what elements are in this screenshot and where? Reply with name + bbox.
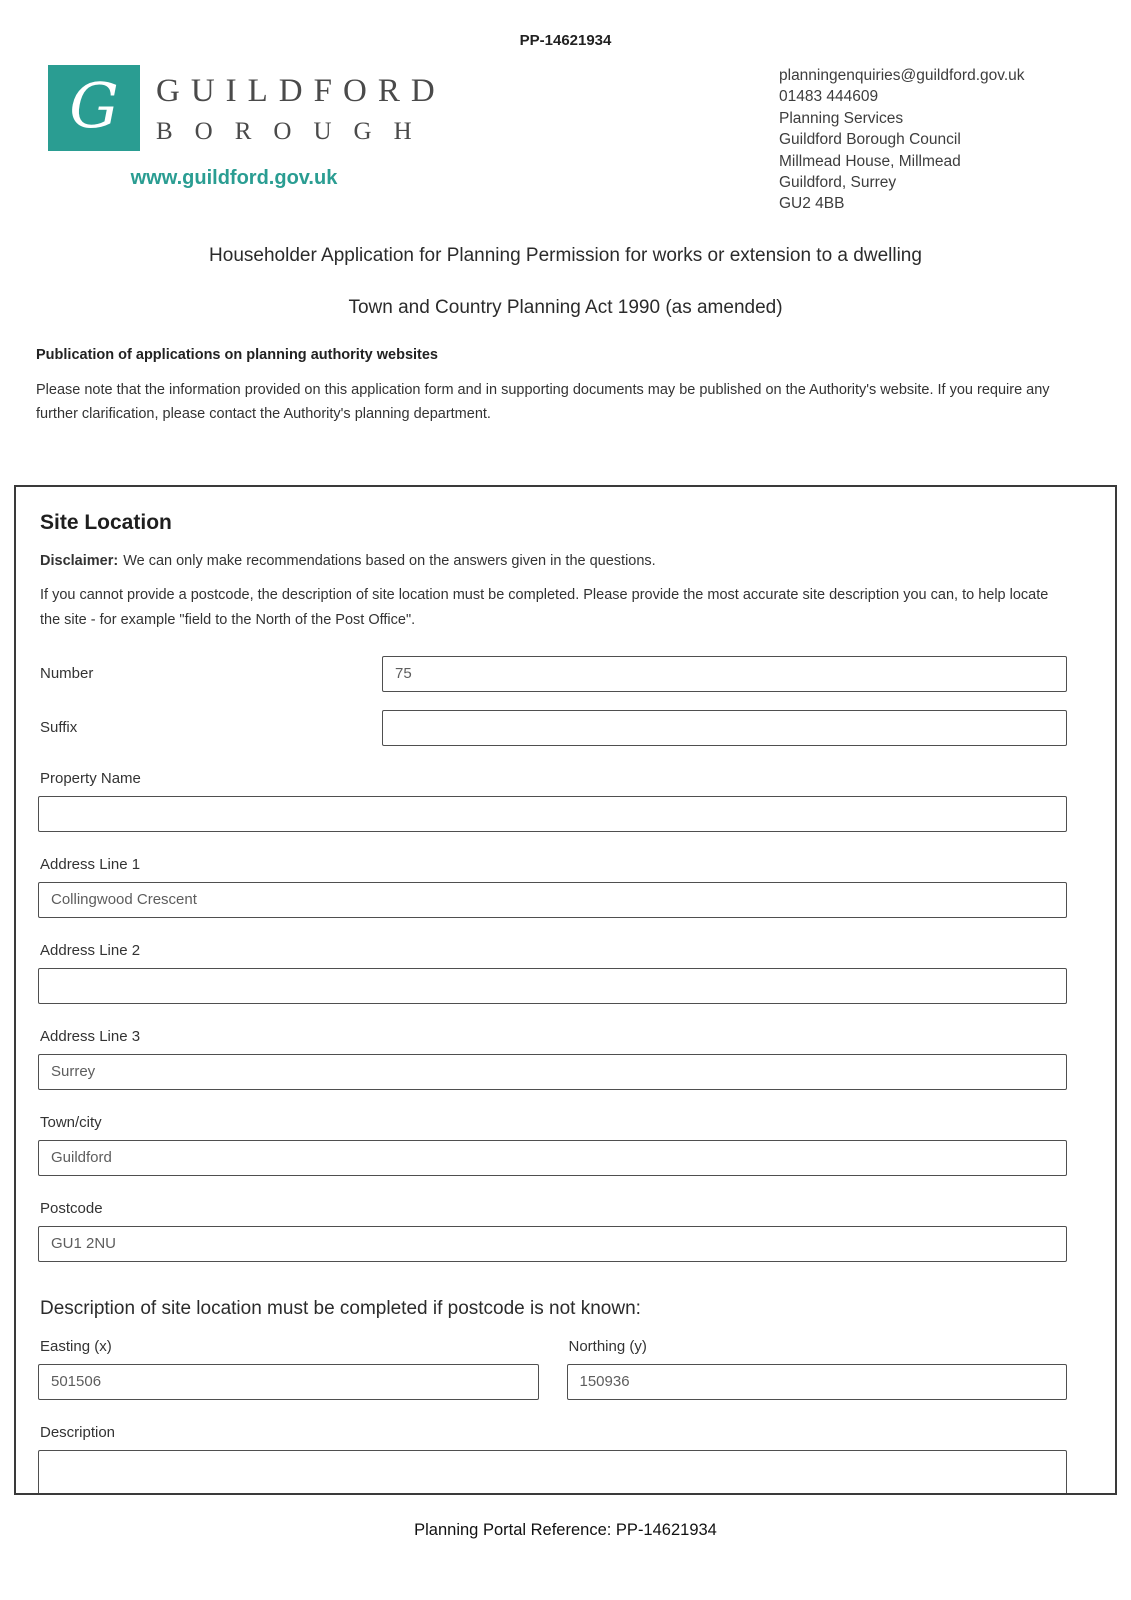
website-link[interactable]: www.guildford.gov.uk bbox=[130, 167, 338, 189]
field-group-easting bbox=[38, 1338, 539, 1400]
postcode-input[interactable] bbox=[38, 1226, 1067, 1262]
field-group-address-line-3 bbox=[38, 1028, 1067, 1090]
brand-name-line2: BOROUGH bbox=[156, 118, 434, 145]
address-line-2-label: Address Line 2 bbox=[40, 941, 141, 959]
document-header bbox=[0, 49, 1131, 215]
field-group-northing bbox=[567, 1338, 1068, 1400]
section-heading: Site Location bbox=[40, 510, 172, 534]
address-line-1-input[interactable] bbox=[38, 882, 1067, 918]
number-input[interactable] bbox=[382, 656, 1067, 692]
easting-input[interactable] bbox=[38, 1364, 539, 1400]
publication-heading: Publication of applications on planning authority websites bbox=[36, 346, 438, 363]
brand-name bbox=[156, 65, 446, 146]
town-city-label: Town/city bbox=[40, 1113, 102, 1131]
suffix-input[interactable] bbox=[382, 710, 1067, 746]
address-line-3-label: Address Line 3 bbox=[40, 1027, 141, 1045]
field-row-number bbox=[38, 656, 1067, 692]
guildford-logo bbox=[48, 65, 140, 151]
number-label: Number bbox=[40, 665, 94, 683]
disclaimer-label: Disclaimer: bbox=[40, 552, 119, 569]
planning-portal-reference: Planning Portal Reference: PP-14621934 bbox=[414, 1520, 717, 1539]
contact-postcode: GU2 4BB bbox=[779, 195, 845, 213]
contact-department: Planning Services bbox=[779, 109, 904, 127]
field-group-town-city bbox=[38, 1114, 1067, 1176]
document-subtitle: Town and Country Planning Act 1990 (as amended) bbox=[348, 296, 783, 318]
contact-address-line: Millmead House, Millmead bbox=[779, 152, 961, 170]
contact-council: Guildford Borough Council bbox=[779, 131, 961, 149]
contact-block bbox=[779, 65, 1079, 215]
guildford-logo-g-icon: G bbox=[69, 69, 119, 142]
disclaimer bbox=[38, 553, 1067, 569]
easting-label: Easting (x) bbox=[40, 1337, 112, 1355]
site-location-section bbox=[14, 485, 1117, 1495]
northing-label: Northing (y) bbox=[568, 1337, 647, 1355]
field-group-address-line-2 bbox=[38, 942, 1067, 1004]
field-group-postcode bbox=[38, 1200, 1067, 1262]
publication-note: Please note that the information provided on this application form and in supporting documents may be published on the Authority's website. If you require any further clarification, please contact the Authority's planning department. bbox=[36, 381, 1050, 423]
address-line-3-input[interactable] bbox=[38, 1054, 1067, 1090]
address-line-1-label: Address Line 1 bbox=[40, 855, 141, 873]
suffix-label: Suffix bbox=[40, 719, 78, 737]
postcode-note: If you cannot provide a postcode, the description of site location must be completed. Please provide the most accurate site description you can, to help locate the site - for example "field to the North of the Post Office". bbox=[40, 586, 1049, 629]
northing-input[interactable] bbox=[567, 1364, 1068, 1400]
field-row-suffix bbox=[38, 710, 1067, 746]
field-group-address-line-1 bbox=[38, 856, 1067, 918]
town-city-input[interactable] bbox=[38, 1140, 1067, 1176]
contact-phone: 01483 444609 bbox=[779, 88, 879, 106]
coordinates-row bbox=[38, 1338, 1067, 1400]
contact-address-line: Guildford, Surrey bbox=[779, 173, 897, 191]
description-label: Description bbox=[40, 1423, 116, 1441]
field-group-property-name bbox=[38, 770, 1067, 832]
field-group-description bbox=[38, 1424, 1067, 1495]
description-input[interactable] bbox=[38, 1450, 1067, 1495]
property-name-label: Property Name bbox=[40, 769, 141, 787]
address-line-2-input[interactable] bbox=[38, 968, 1067, 1004]
postcode-label: Postcode bbox=[40, 1199, 103, 1217]
contact-email: planningenquiries@guildford.gov.uk bbox=[779, 67, 1025, 84]
brand-name-line1: GUILDFORD bbox=[156, 73, 446, 109]
description-heading: Description of site location must be completed if postcode is not known: bbox=[40, 1297, 641, 1319]
property-name-input[interactable] bbox=[38, 796, 1067, 832]
disclaimer-text: We can only make recommendations based on the answers given in the questions. bbox=[123, 552, 656, 569]
brand-block bbox=[48, 65, 446, 190]
document-title: Householder Application for Planning Permission for works or extension to a dwelling bbox=[209, 244, 922, 266]
application-reference: PP-14621934 bbox=[519, 32, 612, 49]
